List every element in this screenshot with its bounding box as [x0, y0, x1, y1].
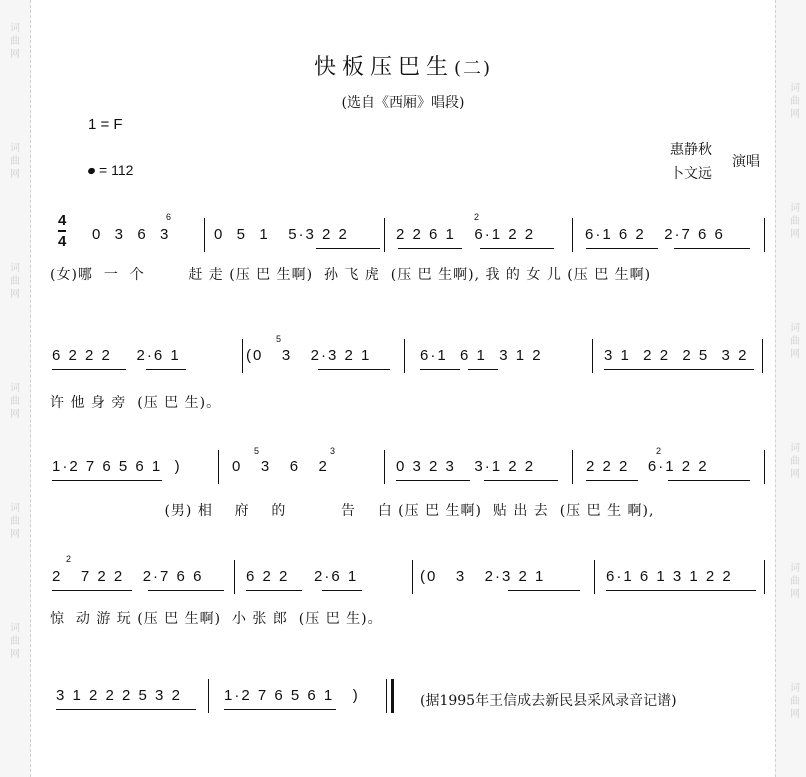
watermark-text: 词曲网	[790, 83, 800, 120]
time-signature-top: 4	[58, 212, 67, 229]
measure: 2 2 2 6·1 2 2	[586, 458, 709, 475]
watermark-text: 词曲网	[10, 623, 20, 660]
measure: 3 1 2 2 2 5 3 2	[56, 687, 182, 704]
measure: 2 2 6 1 6·1 2 2	[396, 226, 536, 243]
watermark-text: 词曲网	[790, 323, 800, 360]
notation-line	[0, 687, 806, 717]
measure: 1·2 7 6 5 6 1 )	[224, 687, 360, 704]
watermark-text: 词曲网	[10, 503, 20, 540]
measure: 1·2 7 6 5 6 1 )	[52, 458, 182, 475]
notation-line	[0, 226, 806, 256]
measure: (0 3 2·3 2 1	[246, 347, 372, 364]
measure: 6 2 2 2·6 1	[246, 568, 359, 585]
measure: 6 2 2 2 2·6 1	[52, 347, 181, 364]
performers	[670, 138, 760, 186]
key-signature: 1 = F	[88, 116, 123, 133]
title-text: 快板压巴生	[313, 55, 454, 80]
score-title	[0, 50, 806, 81]
score-subtitle: (选自《西厢》唱段)	[341, 95, 465, 111]
tempo-marking	[88, 162, 133, 178]
lyrics-line: (男) 相 府 的 告 白 (压 巴 生啊) 贴 出 去 (压 巴 生 啊),	[50, 503, 655, 519]
time-signature-bottom: 4	[58, 233, 67, 250]
watermark-text: 词曲网	[790, 203, 800, 240]
source-note: (据1995年王信成去新民县采风录音记谱)	[420, 693, 677, 709]
watermark-text: 词曲网	[10, 23, 20, 60]
measure: 3 1 2 2 2 5 3 2	[604, 347, 749, 364]
performer-name: 卜文远	[670, 166, 712, 182]
watermark-text: 词曲网	[10, 143, 20, 180]
quarter-note-icon	[87, 167, 96, 175]
watermark-text: 词曲网	[790, 683, 800, 720]
measure: 6·1 6 1 3 1 2 2	[606, 568, 733, 585]
performers-role: 演唱	[732, 154, 760, 170]
lyrics-line: 许 他 身 旁 (压 巴 生)。	[50, 395, 222, 411]
title-suffix: (二)	[453, 58, 493, 79]
lyrics-line: 惊 动 游 玩 (压 巴 生啊) 小 张 郎 (压 巴 生)。	[50, 611, 383, 627]
left-margin	[0, 0, 31, 777]
performer-name: 惠静秋	[670, 142, 712, 158]
tempo-value: = 112	[99, 162, 134, 178]
measure: 6·1 6 2 2·7 6 6	[585, 226, 725, 243]
watermark-text: 词曲网	[10, 263, 20, 300]
right-margin	[775, 0, 806, 777]
measure: 0 3 2 3 3·1 2 2	[396, 458, 536, 475]
notation-line	[0, 568, 806, 598]
measure: 0 3 6 2	[232, 458, 329, 475]
measure: 6·1 6 1 3 1 2	[420, 347, 543, 364]
lyrics-line: (女)哪 一 个 赶 走 (压 巴 生啊) 孙 飞 虎 (压 巴 生啊), 我 的 女 儿 (压 巴 生啊)	[50, 267, 652, 283]
notation-line	[0, 347, 806, 377]
measure: (0 3 2·3 2 1	[420, 568, 546, 585]
notation-line	[0, 458, 806, 488]
watermark-text: 词曲网	[790, 443, 800, 480]
watermark-text: 词曲网	[10, 383, 20, 420]
measure: 2 7 2 2 2·7 6 6	[52, 568, 204, 585]
measure: 0 3 6 3	[92, 226, 171, 243]
measure: 0 5 1 5·3 2 2	[214, 226, 349, 243]
watermark-text: 词曲网	[790, 563, 800, 600]
